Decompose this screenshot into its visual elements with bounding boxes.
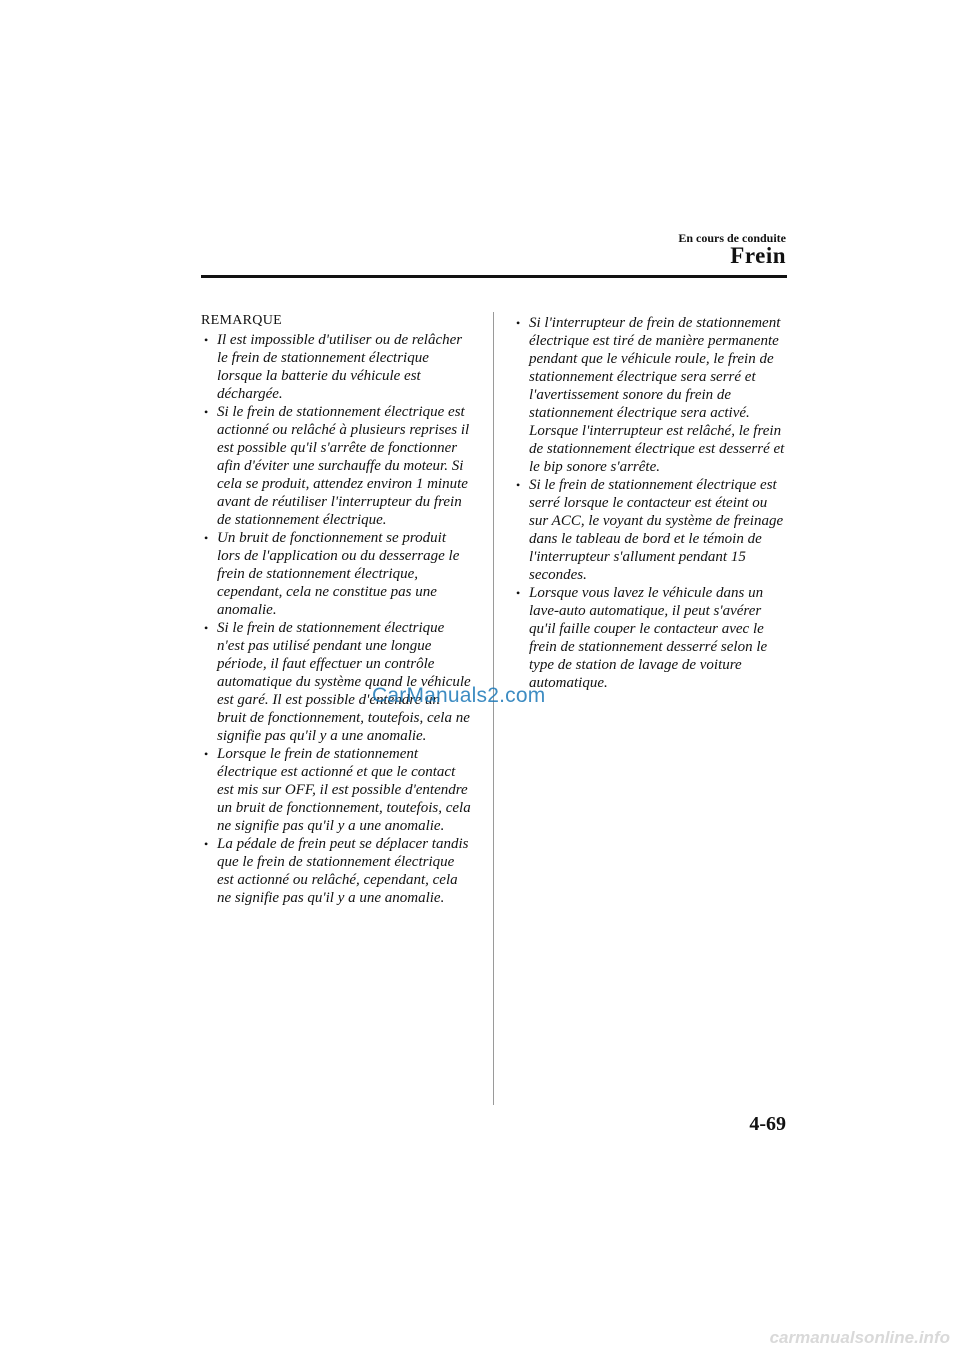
bullet-icon: • (516, 478, 521, 492)
watermark: CarManuals2.com (372, 684, 546, 707)
bullet-icon: • (204, 621, 209, 635)
bullet-icon: • (204, 531, 209, 545)
page-number: 4-69 (749, 1113, 786, 1135)
right-column (515, 314, 787, 692)
section-heading: En cours de conduite (678, 231, 786, 245)
list-item (203, 529, 471, 619)
left-note-list (201, 331, 471, 907)
list-item-text: La pédale de frein peut se déplacer tandis que le frein de stationnement électrique est actionné ou relâché, cependant, cela ne signifie pas qu'il y a une anomalie. (217, 836, 469, 906)
column-divider (493, 312, 494, 1105)
footer-site-watermark: carmanualsonline.info (769, 1328, 950, 1347)
bullet-icon: • (516, 316, 521, 330)
page-title: Frein (730, 243, 786, 268)
list-item (203, 835, 471, 907)
list-item-text: Si le frein de stationnement électrique n'est pas utilisé pendant une longue période, il faut effectuer un contrôle automatique du système quand le véhicule est garé. Il est possible d'entendre un bruit de fonctionnement, toutefois, cela ne signifie pas qu'il y a une anomalie. (217, 620, 471, 744)
list-item (515, 476, 787, 584)
bullet-icon: • (204, 747, 209, 761)
list-item-text: Lorsque le frein de stationnement électrique est actionné et que le contact est mis sur OFF, il est possible d'entendre un bruit de fonctionnement, toutefois, cela ne signifie pas qu'il y a une anomalie. (217, 746, 471, 834)
bullet-icon: • (516, 586, 521, 600)
bullet-icon: • (204, 333, 209, 347)
list-item-text: Un bruit de fonctionnement se produit lors de l'application ou du desserrage le frein de stationnement électrique, cependant, cela ne constitue pas une anomalie. (217, 530, 460, 618)
list-item-text: Si le frein de stationnement électrique est serré lorsque le contacteur est éteint ou sur ACC, le voyant du système de freinage dans le tableau de bord et le témoin de l'interrupteur s'allument pendant 15 secondes. (529, 477, 784, 583)
bullet-icon: • (204, 837, 209, 851)
right-note-list (515, 314, 787, 692)
list-item-text: Lorsque vous lavez le véhicule dans un lave-auto automatique, il peut s'avérer qu'il faille couper le contacteur avec le frein de stationnement desserré selon le type de station de lavage de voiture automatique. (529, 585, 768, 691)
header-rule (201, 275, 787, 278)
note-label: REMARQUE (201, 313, 282, 328)
list-item-text: Si le frein de stationnement électrique est actionné ou relâché à plusieurs reprises il est possible qu'il s'arrête de fonctionner afin d'éviter une surchauffe du moteur. Si cela se produit, attendez environ 1 minute avant de réutiliser l'interrupteur du frein de stationnement électrique. (217, 404, 470, 528)
list-item (203, 331, 471, 403)
list-item (203, 619, 471, 745)
list-item (515, 584, 787, 692)
list-item-text: Il est impossible d'utiliser ou de relâcher le frein de stationnement électrique lorsque la batterie du véhicule est déchargée. (217, 332, 463, 402)
list-item (203, 403, 471, 529)
list-item (203, 745, 471, 835)
bullet-icon: • (204, 405, 209, 419)
list-item-text: Si l'interrupteur de frein de stationnement électrique est tiré de manière permanente pendant que le véhicule roule, le frein de stationnement électrique sera serré et l'avertissement sonore du frein de stationnement électrique sera activé. Lorsque l'interrupteur est relâché, le frein de stationnement électrique est desserré et le bip sonore s'arrête. (529, 315, 785, 475)
left-column (201, 312, 471, 907)
list-item (515, 314, 787, 476)
